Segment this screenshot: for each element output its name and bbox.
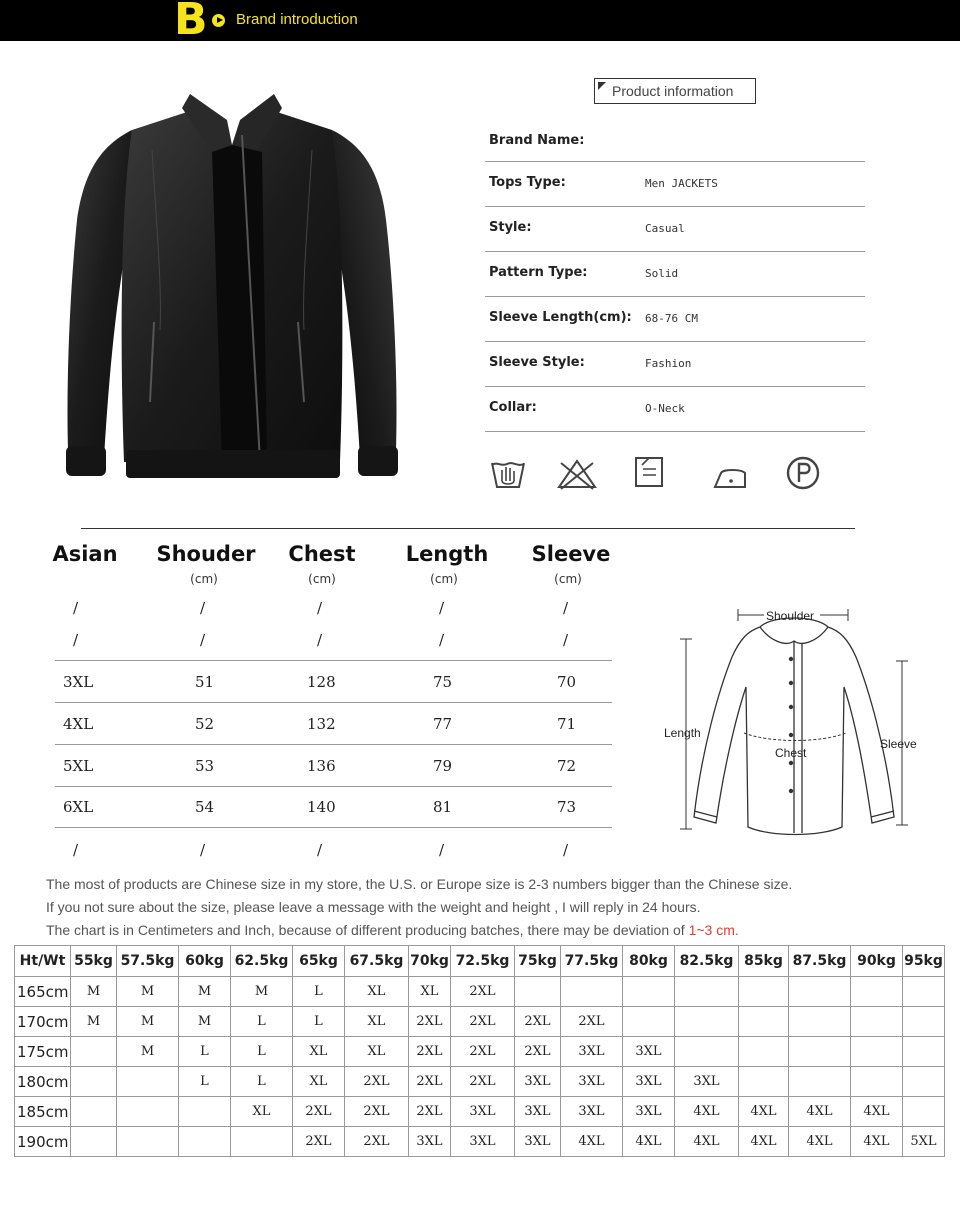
size-recommendation-cell: 3XL	[623, 1097, 675, 1127]
size-recommendation-cell	[675, 977, 739, 1007]
weight-header: 82.5kg	[675, 946, 739, 977]
weight-header: 65kg	[293, 946, 345, 977]
size-recommendation-cell	[851, 1037, 903, 1067]
size-cell: /	[439, 631, 445, 649]
size-recommendation-cell: 2XL	[451, 977, 515, 1007]
size-recommendation-cell: 4XL	[739, 1127, 789, 1157]
size-recommendation-cell: 2XL	[345, 1067, 409, 1097]
size-recommendation-cell: 4XL	[739, 1097, 789, 1127]
size-recommendation-cell: 2XL	[515, 1037, 561, 1067]
spec-label: Brand Name:	[489, 133, 585, 148]
size-recommendation-cell: XL	[231, 1097, 293, 1127]
spec-value: Fashion	[645, 357, 692, 370]
size-recommendation-cell: 2XL	[561, 1007, 623, 1037]
size-recommendation-cell: 3XL	[451, 1127, 515, 1157]
size-recommendation-cell	[739, 977, 789, 1007]
weight-header: 77.5kg	[561, 946, 623, 977]
size-recommendation-cell: 3XL	[561, 1067, 623, 1097]
size-recommendation-cell: 2XL	[293, 1097, 345, 1127]
care-instructions	[485, 455, 825, 495]
weight-header: 55kg	[71, 946, 117, 977]
size-cell: 51	[195, 673, 215, 691]
size-recommendation-cell: 3XL	[623, 1067, 675, 1097]
size-cell: /	[73, 631, 79, 649]
size-cell: 73	[557, 798, 577, 816]
size-recommendation-cell: 4XL	[789, 1097, 851, 1127]
size-cell: 6XL	[63, 798, 94, 816]
size-recommendation-cell: 2XL	[515, 1007, 561, 1037]
section-divider	[81, 528, 855, 529]
spec-row	[485, 162, 865, 207]
spec-row	[485, 342, 865, 387]
size-cell: /	[439, 599, 445, 617]
size-cell: /	[563, 841, 569, 859]
size-cell: /	[563, 599, 569, 617]
size-recommendation-cell: 2XL	[293, 1127, 345, 1157]
spec-value: Solid	[645, 267, 679, 280]
height-weight-chart	[14, 945, 945, 1157]
size-recommendation-cell: L	[231, 1067, 293, 1097]
size-recommendation-cell: L	[179, 1037, 231, 1067]
size-recommendation-cell: 3XL	[623, 1037, 675, 1067]
spec-label: Sleeve Style:	[489, 355, 585, 370]
size-cell: 53	[195, 757, 215, 775]
weight-header: 57.5kg	[117, 946, 179, 977]
size-recommendation-cell	[675, 1007, 739, 1037]
size-cell: /	[73, 841, 79, 859]
size-recommendation-cell: 3XL	[451, 1097, 515, 1127]
size-recommendation-cell	[789, 977, 851, 1007]
size-cell: 5XL	[63, 757, 94, 775]
measurement-diagram	[660, 597, 922, 845]
size-cell: 52	[195, 715, 215, 733]
size-cell: 81	[433, 798, 453, 816]
size-recommendation-cell	[739, 1037, 789, 1067]
size-cell: /	[317, 599, 323, 617]
size-cell: 77	[433, 715, 453, 733]
tumble-dry-icon	[633, 455, 665, 489]
size-recommendation-cell: 5XL	[903, 1127, 945, 1157]
size-cell: /	[563, 631, 569, 649]
spec-row	[485, 252, 865, 297]
size-row	[55, 661, 612, 703]
size-recommendation-cell	[903, 1097, 945, 1127]
size-cell: 3XL	[63, 673, 94, 691]
size-recommendation-cell: 3XL	[515, 1067, 561, 1097]
size-recommendation-cell: 4XL	[851, 1127, 903, 1157]
size-recommendation-cell	[851, 977, 903, 1007]
weight-header: 75kg	[515, 946, 561, 977]
size-recommendation-cell	[789, 1067, 851, 1097]
size-recommendation-cell: 3XL	[515, 1097, 561, 1127]
size-recommendation-cell: 3XL	[675, 1067, 739, 1097]
size-recommendation-cell: L	[293, 1007, 345, 1037]
weight-header: 87.5kg	[789, 946, 851, 977]
size-recommendation-cell: M	[179, 1007, 231, 1037]
spec-row	[485, 120, 865, 162]
weight-header: 67.5kg	[345, 946, 409, 977]
size-recommendation-cell: 4XL	[675, 1127, 739, 1157]
size-cell: 75	[433, 673, 453, 691]
size-recommendation-cell	[739, 1067, 789, 1097]
size-recommendation-cell	[623, 1007, 675, 1037]
height-row	[15, 1097, 945, 1127]
brand-header-bar	[0, 0, 960, 45]
product-spec-table	[485, 120, 865, 432]
spec-label: Style:	[489, 220, 532, 235]
size-cell: 4XL	[63, 715, 94, 733]
product-information-title: Product information	[594, 78, 756, 104]
size-recommendation-cell: 2XL	[409, 1067, 451, 1097]
size-recommendation-cell: M	[71, 977, 117, 1007]
height-label: 190cm	[15, 1127, 71, 1157]
size-cell: 54	[195, 798, 215, 816]
weight-header: 72.5kg	[451, 946, 515, 977]
spec-label: Collar:	[489, 400, 537, 415]
size-recommendation-cell	[117, 1097, 179, 1127]
size-recommendation-cell: 3XL	[409, 1127, 451, 1157]
weight-header: 95kg	[903, 946, 945, 977]
size-recommendation-cell: 2XL	[409, 1007, 451, 1037]
size-recommendation-cell: 2XL	[409, 1037, 451, 1067]
size-header-asian: Asian	[52, 542, 118, 566]
height-row	[15, 1007, 945, 1037]
size-recommendation-cell	[117, 1127, 179, 1157]
size-recommendation-cell: XL	[345, 977, 409, 1007]
size-recommendation-cell: M	[179, 977, 231, 1007]
size-recommendation-cell: 3XL	[515, 1127, 561, 1157]
size-header-length: Length	[405, 542, 489, 566]
size-recommendation-cell: 2XL	[345, 1127, 409, 1157]
size-recommendation-cell	[71, 1097, 117, 1127]
height-label: 165cm	[15, 977, 71, 1007]
size-note-3	[46, 922, 739, 938]
size-recommendation-cell: L	[231, 1037, 293, 1067]
size-cell: /	[200, 631, 206, 649]
weight-header: 70kg	[409, 946, 451, 977]
size-recommendation-cell: 4XL	[561, 1127, 623, 1157]
size-recommendation-cell: 2XL	[345, 1097, 409, 1127]
height-row	[15, 1127, 945, 1157]
height-label: 175cm	[15, 1037, 71, 1067]
spec-label: Pattern Type:	[489, 265, 588, 280]
size-note-2: If you not sure about the size, please leave a message with the weight and height , I will reply in 24 hours.	[46, 899, 701, 915]
size-recommendation-cell: 4XL	[623, 1127, 675, 1157]
size-cell: 140	[307, 798, 336, 816]
size-recommendation-cell	[851, 1007, 903, 1037]
height-label: 180cm	[15, 1067, 71, 1097]
weight-header: 80kg	[623, 946, 675, 977]
size-recommendation-cell: 4XL	[851, 1097, 903, 1127]
size-recommendation-cell	[903, 977, 945, 1007]
size-row	[55, 619, 612, 661]
height-row	[15, 977, 945, 1007]
size-recommendation-cell: 2XL	[409, 1097, 451, 1127]
weight-header-row	[15, 946, 945, 977]
jacket-product-image	[62, 90, 402, 488]
size-recommendation-cell: XL	[345, 1037, 409, 1067]
chart-corner-label: Ht/Wt	[15, 946, 71, 977]
unit-label: (cm)	[430, 572, 458, 586]
brand-introduction-title: Brand introduction	[236, 11, 358, 28]
iron-icon	[711, 455, 751, 491]
diagram-length-label: Length	[664, 726, 701, 740]
size-recommendation-cell: 3XL	[561, 1097, 623, 1127]
spec-value: O-Neck	[645, 402, 685, 415]
size-recommendation-cell	[789, 1007, 851, 1037]
size-recommendation-cell: L	[179, 1067, 231, 1097]
height-label: 185cm	[15, 1097, 71, 1127]
weight-header: 90kg	[851, 946, 903, 977]
unit-label: (cm)	[190, 572, 218, 586]
size-recommendation-cell: M	[71, 1007, 117, 1037]
size-row	[55, 829, 612, 870]
size-recommendation-cell	[903, 1037, 945, 1067]
height-row	[15, 1037, 945, 1067]
spec-label: Tops Type:	[489, 175, 566, 190]
size-recommendation-cell: XL	[293, 1067, 345, 1097]
size-cell: 72	[557, 757, 577, 775]
diagram-sleeve-label: Sleeve	[880, 737, 917, 751]
size-row	[55, 703, 612, 745]
height-row	[15, 1067, 945, 1097]
no-bleach-icon	[555, 455, 599, 491]
size-note-3-text: The chart is in Centimeters and Inch, because of different producing batches, there may be deviation of	[46, 922, 689, 938]
size-row	[55, 786, 612, 828]
size-cell: 136	[307, 757, 336, 775]
size-recommendation-cell	[789, 1037, 851, 1067]
spec-row	[485, 207, 865, 252]
size-recommendation-cell: 4XL	[789, 1127, 851, 1157]
unit-label: (cm)	[554, 572, 582, 586]
dry-clean-p-icon	[785, 455, 821, 491]
size-recommendation-cell	[515, 977, 561, 1007]
size-header-shoulder: Shouder	[156, 542, 256, 566]
size-cell: /	[200, 841, 206, 859]
unit-label: (cm)	[308, 572, 336, 586]
size-cell: 70	[557, 673, 577, 691]
size-recommendation-cell	[117, 1067, 179, 1097]
size-recommendation-cell	[71, 1037, 117, 1067]
size-recommendation-cell: M	[117, 1037, 179, 1067]
spec-label: Sleeve Length(cm):	[489, 310, 632, 325]
size-cell: 132	[307, 715, 336, 733]
size-recommendation-cell: XL	[409, 977, 451, 1007]
spec-row	[485, 387, 865, 432]
size-recommendation-cell	[231, 1127, 293, 1157]
size-recommendation-cell	[675, 1037, 739, 1067]
size-recommendation-cell: 2XL	[451, 1037, 515, 1067]
size-recommendation-cell	[903, 1067, 945, 1097]
size-recommendation-cell: 3XL	[561, 1037, 623, 1067]
size-cell: /	[317, 841, 323, 859]
weight-header: 85kg	[739, 946, 789, 977]
size-cell: /	[317, 631, 323, 649]
size-recommendation-cell	[71, 1127, 117, 1157]
size-row	[55, 745, 612, 787]
size-recommendation-cell	[903, 1007, 945, 1037]
deviation-highlight: 1~3 cm.	[688, 922, 739, 938]
diagram-chest-label: Chest	[775, 746, 807, 760]
size-recommendation-cell: XL	[345, 1007, 409, 1037]
size-recommendation-cell: M	[117, 977, 179, 1007]
size-recommendation-cell	[739, 1007, 789, 1037]
size-cell: 128	[307, 673, 336, 691]
size-header-sleeve: Sleeve	[531, 542, 611, 566]
spec-value: Casual	[645, 222, 685, 235]
size-cell: 79	[433, 757, 453, 775]
brand-logo-letter: B	[174, 0, 208, 45]
size-cell: /	[200, 599, 206, 617]
weight-header: 62.5kg	[231, 946, 293, 977]
spec-row	[485, 297, 865, 342]
size-recommendation-cell: L	[293, 977, 345, 1007]
size-recommendation-cell: M	[117, 1007, 179, 1037]
size-recommendation-cell: 2XL	[451, 1067, 515, 1097]
size-recommendation-cell: XL	[293, 1037, 345, 1067]
size-recommendation-cell	[71, 1067, 117, 1097]
spec-value: Men JACKETS	[645, 177, 718, 190]
size-note-1: The most of products are Chinese size in my store, the U.S. or Europe size is 2-3 numbers bigger than the Chinese size.	[46, 876, 793, 892]
size-recommendation-cell: L	[231, 1007, 293, 1037]
size-recommendation-cell	[623, 977, 675, 1007]
size-cell: 71	[557, 715, 577, 733]
hand-wash-icon	[489, 455, 527, 491]
diagram-shoulder-label: Shoulder	[766, 609, 815, 623]
size-recommendation-cell: 2XL	[451, 1007, 515, 1037]
size-cell: /	[73, 599, 79, 617]
size-recommendation-cell: 4XL	[675, 1097, 739, 1127]
size-recommendation-cell	[561, 977, 623, 1007]
size-recommendation-cell	[851, 1067, 903, 1097]
size-recommendation-cell	[179, 1127, 231, 1157]
play-circle-icon	[212, 14, 225, 27]
spec-value: 68-76 CM	[645, 312, 698, 325]
size-recommendation-cell	[179, 1097, 231, 1127]
size-header-chest: Chest	[288, 542, 356, 566]
height-label: 170cm	[15, 1007, 71, 1037]
size-recommendation-cell: M	[231, 977, 293, 1007]
size-cell: /	[439, 841, 445, 859]
weight-header: 60kg	[179, 946, 231, 977]
